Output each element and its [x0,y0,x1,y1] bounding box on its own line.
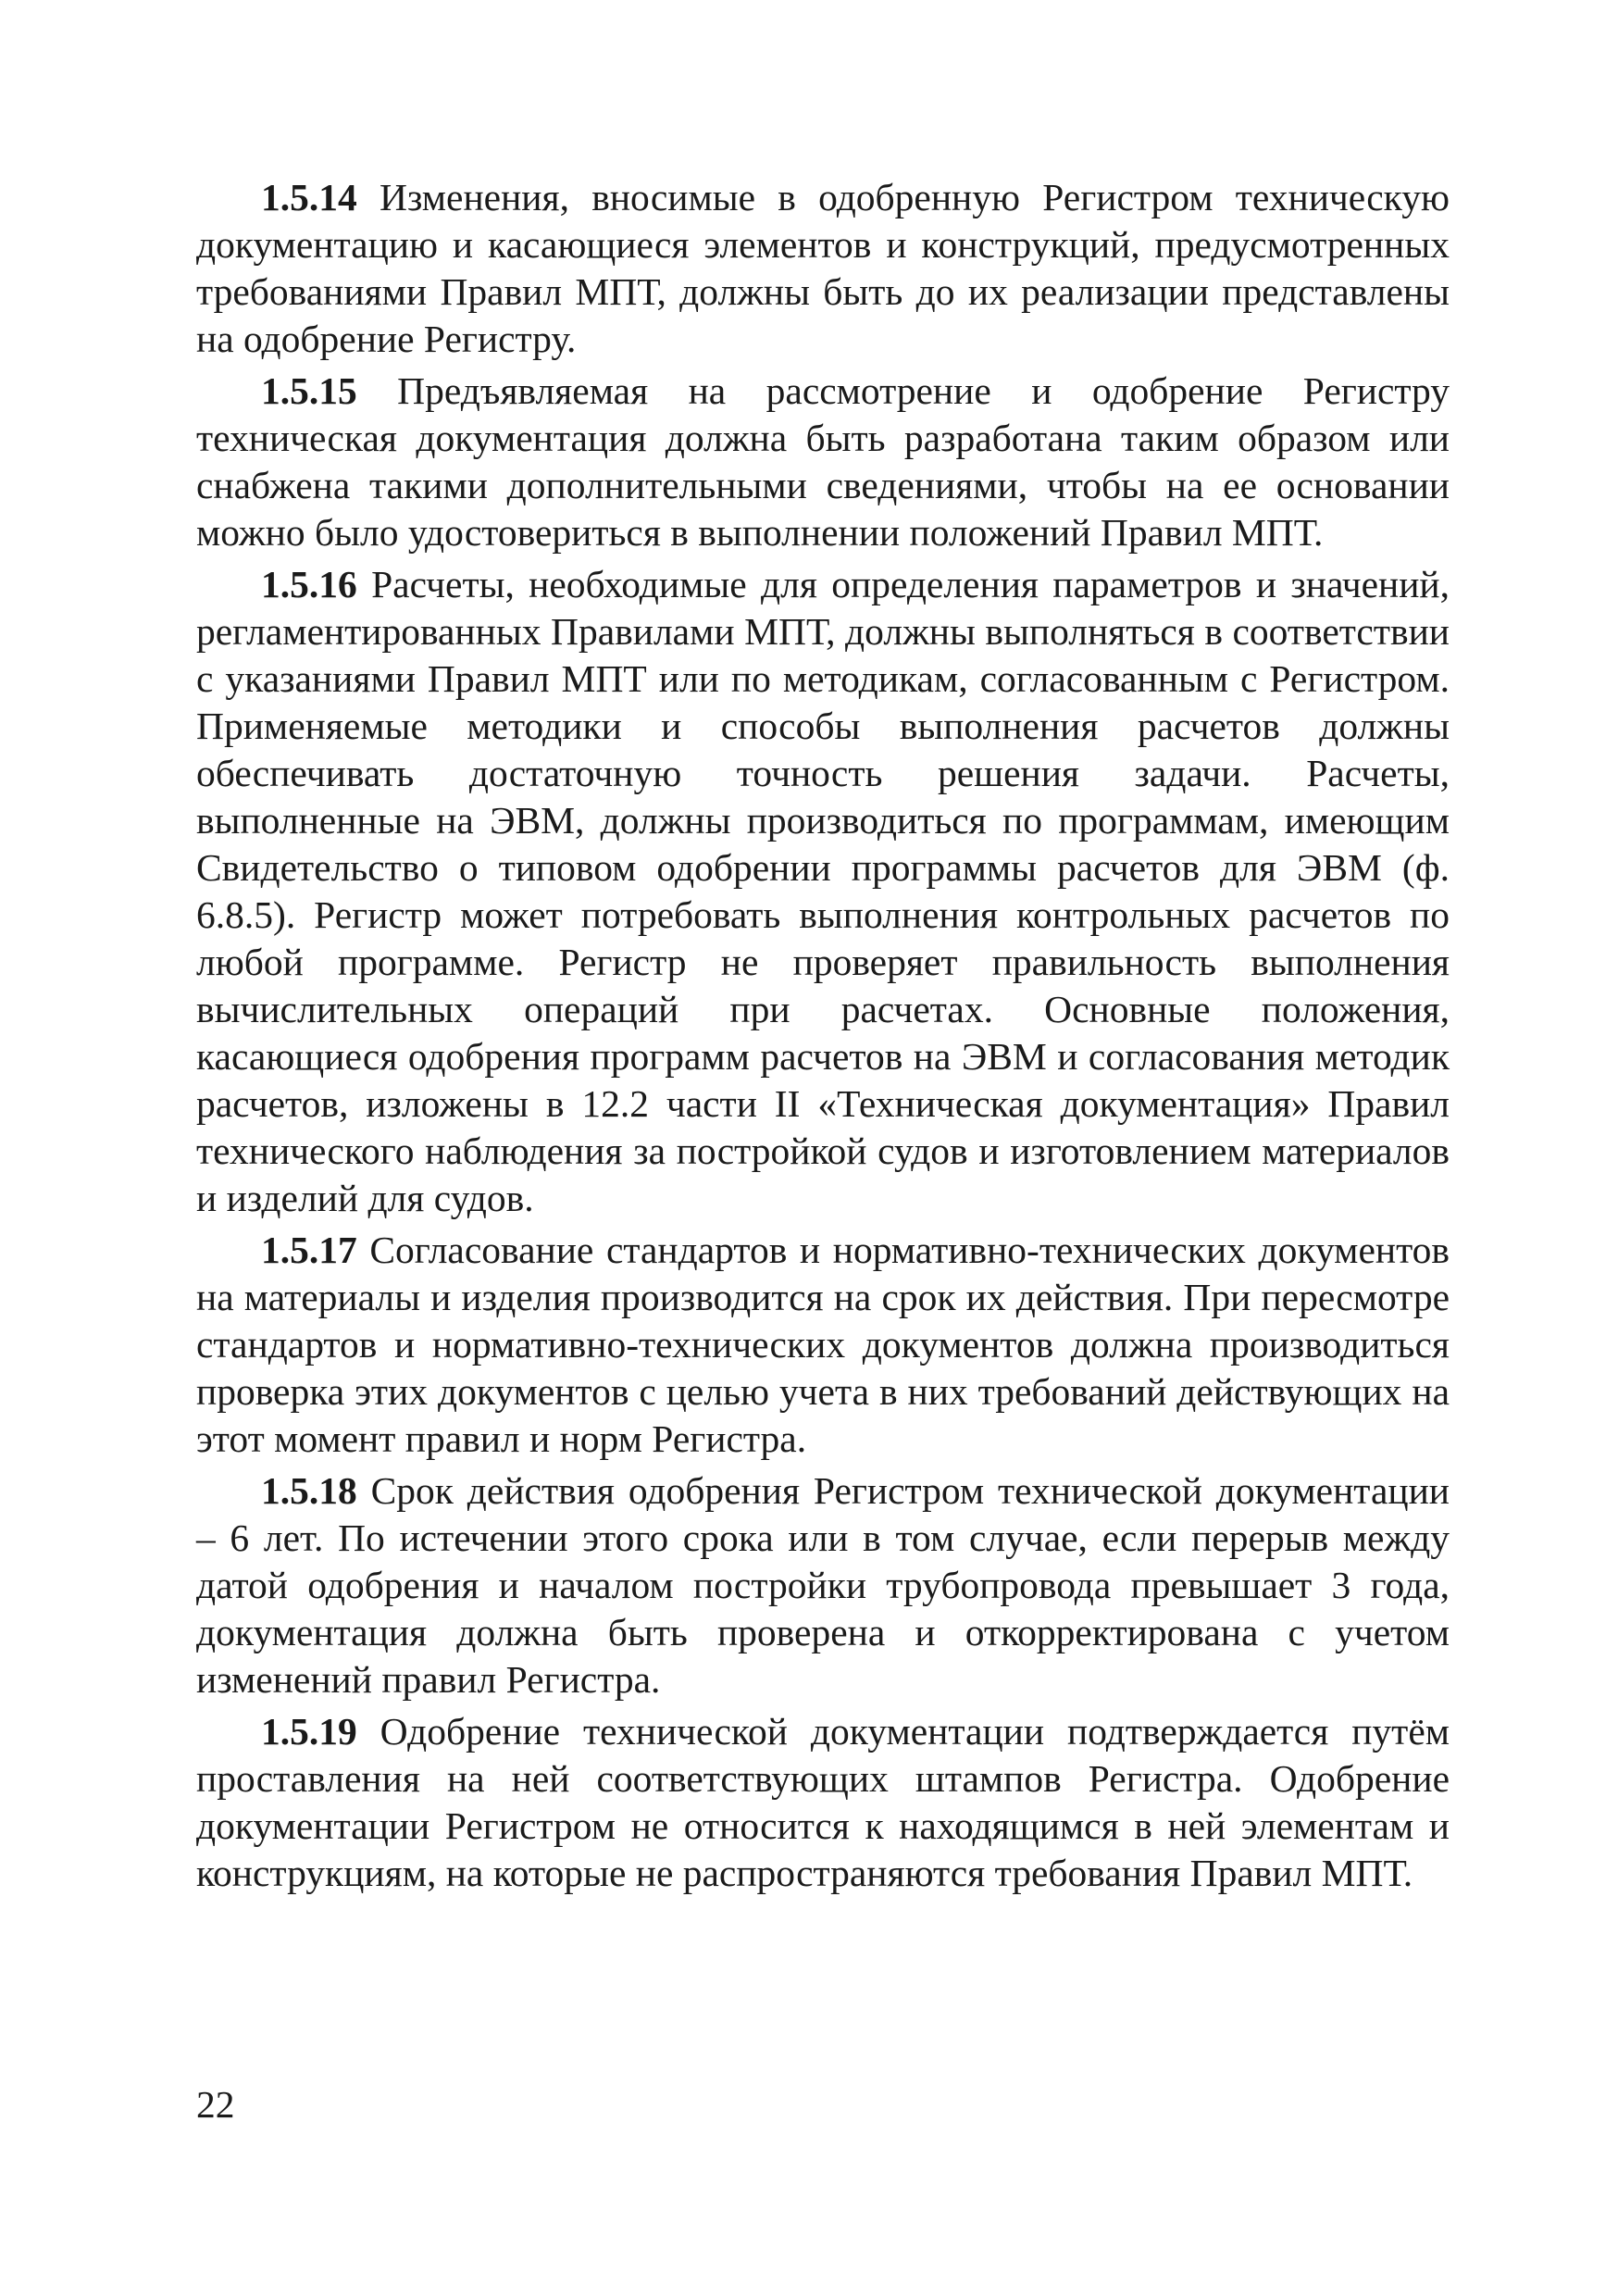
paragraph-1-5-17 [196,1227,1450,1463]
paragraph-number: 1.5.15 [261,369,357,412]
paragraph-text: Одобрение технической документации подтверждается путём проставления на ней соответствующих штампов Регистра. Одобрение документации Регистром не относится к находящимся в ней элементам и конструкциям, на которые не распространяются требования Правил МПТ. [196,1710,1450,1894]
paragraph-number: 1.5.16 [261,563,357,605]
paragraph-1-5-19 [196,1708,1450,1897]
paragraph-1-5-14 [196,174,1450,363]
paragraph-text: Срок действия одобрения Регистром технической документации – 6 лет. По истечении этого срока или в том случае, если перерыв между датой одобрения и началом постройки трубопровода превышает 3 года, документация должна быть проверена и откорректирована с учетом изменений правил Регистра. [196,1469,1450,1701]
paragraph-number: 1.5.14 [261,176,357,218]
page-number: 22 [196,2083,235,2126]
paragraph-number: 1.5.17 [261,1229,357,1271]
paragraph-text: Предъявляемая на рассмотрение и одобрение Регистру техническая документация должна быть разработана таким образом или снабжена такими дополнительными сведениями, чтобы на ее основании можно было удостовериться в выполнении положений Правил МПТ. [196,369,1450,554]
paragraph-number: 1.5.19 [261,1710,357,1753]
paragraph-text: Расчеты, необходимые для определения параметров и значений, регламентированных Правилами МПТ, должны выполняться в соответствии с указаниями Правил МПТ или по методикам, согласованным с Регистром. Применяемые методики и способы выполнения расчетов должны обеспечивать достаточную точность решения задачи. Расчеты, выполненные на ЭВМ, должны производиться по программам, имеющим Свидетельство о типовом одобрении программы расчетов для ЭВМ (ф. 6.8.5). Регистр может потребовать выполнения контрольных расчетов по любой программе. Регистр не проверяет правильность выполнения вычислительных операций при расчетах. Основные положения, касающиеся одобрения программ расчетов на ЭВМ и согласования методик расчетов, изложены в 12.2 части II «Техническая документация» Правил технического наблюдения за постройкой судов и изготовлением материалов и изделий для судов. [196,563,1450,1219]
paragraph-number: 1.5.18 [261,1469,357,1512]
page-text-body [196,174,1450,1897]
paragraph-1-5-18 [196,1467,1450,1703]
paragraph-text: Изменения, вносимые в одобренную Регистром техническую документацию и касающиеся элементов и конструкций, предусмотренных требованиями Правил МПТ, должны быть до их реализации представлены на одобрение Регистру. [196,176,1450,360]
paragraph-text: Согласование стандартов и нормативно-технических документов на материалы и изделия производится на срок их действия. При пересмотре стандартов и нормативно-технических документов должна производиться проверка этих документов с целью учета в них требований действующих на этот момент правил и норм Регистра. [196,1229,1450,1460]
paragraph-1-5-15 [196,368,1450,556]
paragraph-1-5-16 [196,561,1450,1222]
